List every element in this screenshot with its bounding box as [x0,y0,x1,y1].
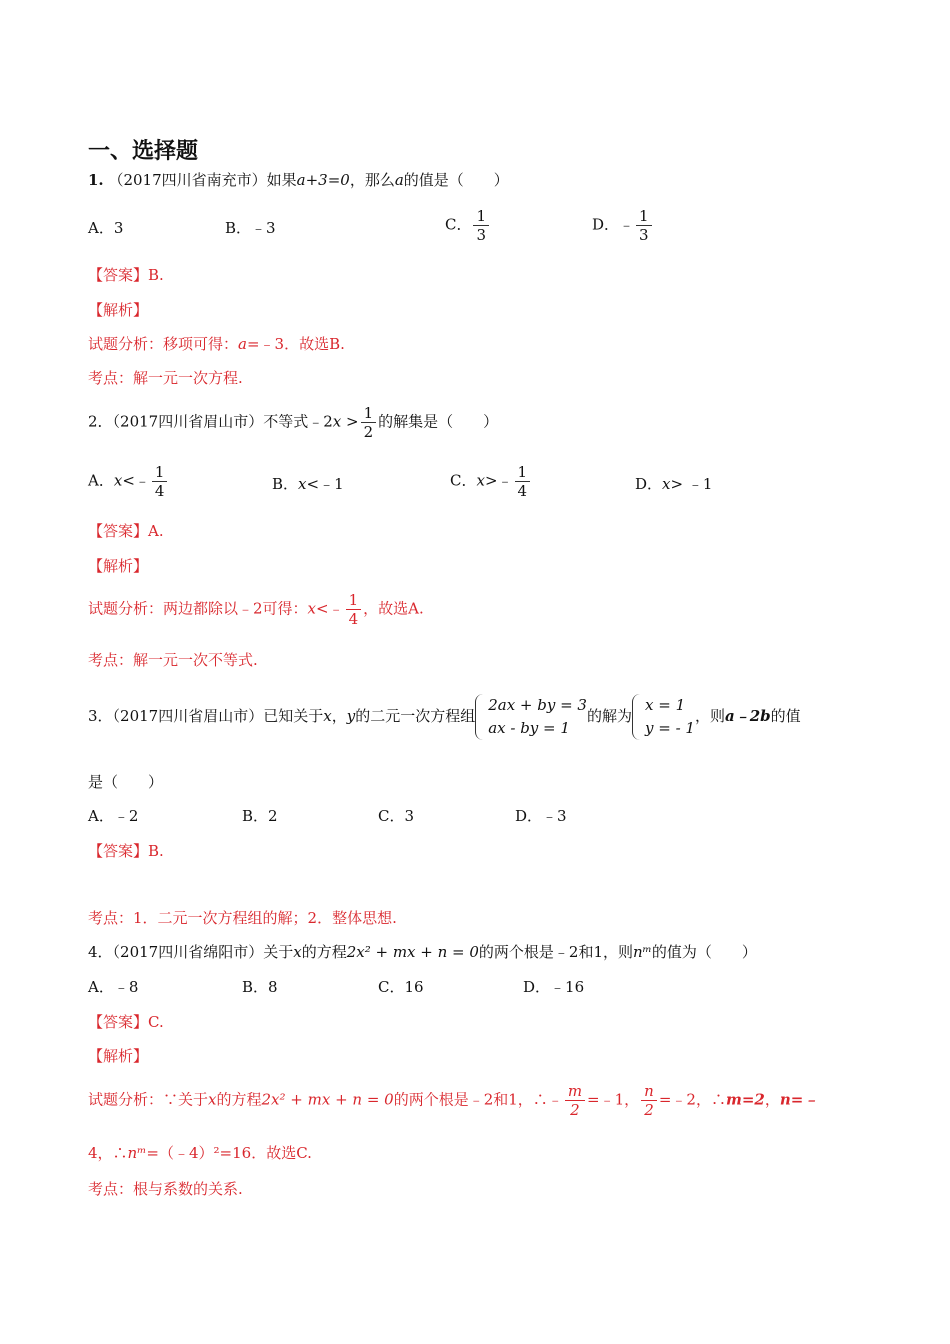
q2-d-var: x [662,475,671,493]
q2-d-rel: > ﹣1 [670,475,713,493]
q1-analysis-label: 【解析】 [88,301,149,319]
q2-analysis-label: 【解析】 [88,557,149,575]
q1-point: 考点：解一元一次方程. [88,369,243,387]
q4-analysis-b: 的方程 [216,1090,262,1109]
q1-analysis [88,334,345,354]
q2-stem-b: 的解集是（ ） [378,412,499,431]
q1-option-d [592,207,654,244]
q1-c-label: C． [445,215,472,234]
q2-answer: 【答案】A. [88,522,164,540]
q2-a-den: 4 [154,482,165,500]
q2-a-rel: <﹣ [122,471,150,490]
q2-analysis-b: ，故选A. [363,599,424,618]
q3-equation-system [475,694,587,740]
q2-a-num: 1 [152,463,168,482]
q2-stem-den: 2 [363,423,374,441]
q4-analysis-fraction-n [641,1082,657,1119]
q2-stem-gt: > [341,412,359,431]
q3-stem-x: x [323,707,332,725]
q1-analysis-a: 试题分析：移项可得： [88,335,239,353]
question-4-stem [88,942,757,962]
q3-stem-a: 3．（2017四川省眉山市）已知关于 [88,707,324,725]
q3-stem-c: 的解为 [586,707,632,725]
q2-c-label: C． [450,471,477,490]
q4-stem-var: x [293,943,302,961]
q3-option-c: C．3 [378,807,415,825]
q1-stem-c: 的值是（ ） [403,171,509,189]
q2-stem-fraction [361,404,377,441]
q2-b-label: B． [272,475,299,493]
q2-analysis-var: x [307,599,317,618]
q4-option-b: B．8 [242,978,278,996]
q2-point: 考点：解一元一次不等式. [88,651,258,669]
q4-analysis-m: m=2 [725,1090,765,1109]
q1-option-c [445,207,491,244]
q1-c-fraction [473,207,489,244]
q1-option-b: B．﹣3 [225,219,276,237]
q1-d-den: 3 [639,226,649,244]
q4-stem-d: 的值为（ ） [651,943,757,961]
q4-stem-pow: nᵐ [633,943,652,961]
q1-analysis-var: a [238,335,247,353]
q2-b-rel: <﹣1 [306,475,344,493]
q4-option-c: C．16 [378,978,424,996]
q4-f1-den: 2 [570,1101,580,1119]
q4-analysis-line-1 [88,1082,818,1119]
q2-d-label: D． [635,475,663,493]
q1-answer: 【答案】B. [88,266,164,284]
question-3-stem [88,694,801,740]
q4-stem-c: 的两个根是﹣2和1，则 [478,943,634,961]
q2-analysis-a: 试题分析：两边都除以﹣2可得： [88,599,308,618]
q4-analysis-label: 【解析】 [88,1047,149,1065]
q3-system-row-2: ax - by = 1 [488,719,570,737]
q3-system-row-1: 2ax + by = 3 [488,696,587,714]
q1-c-num: 1 [473,207,489,226]
q4-stem-b: 的方程 [301,943,347,961]
q3-stem-y: y [346,707,356,725]
q4-analysis-a: 试题分析：∵关于 [88,1090,209,1109]
q2-a-fraction [152,463,168,500]
q2-c-num: 1 [515,463,531,482]
q4-stem-a: 4．（2017四川省绵阳市）关于 [88,943,294,961]
q3-answer: 【答案】B. [88,842,164,860]
q1-option-a: A．3 [88,219,124,237]
q2-analysis-den: 4 [348,610,359,628]
q4-analysis-d: =﹣1， [587,1090,640,1109]
q4-option-a: A．﹣8 [88,978,139,996]
q2-analysis-num: 1 [346,591,362,610]
q3-system-brace [475,694,484,740]
q4-f1-num: m [565,1082,585,1101]
q1-d-num: 1 [636,207,652,226]
q4-analysis-var: x [208,1090,217,1109]
q2-analysis [88,591,424,628]
q4-analysis-eq: 2x² + mx + n = 0 [261,1090,394,1109]
q4-analysis-n: n=﹣ [779,1090,819,1109]
q2-c-fraction [515,463,531,500]
q2-analysis-rel: <﹣ [316,599,344,618]
q3-stem-b: 的二元一次方程组 [355,707,476,725]
q2-stem-var: x [332,412,342,431]
q4-answer: 【答案】C. [88,1013,164,1031]
q2-analysis-fraction [346,591,362,628]
q2-stem-a: 2．（2017四川省眉山市）不等式﹣2 [88,412,333,431]
q1-d-label: D．﹣ [592,215,635,234]
q2-b-var: x [298,475,307,493]
q3-stem-expr: a﹣2b [724,707,771,725]
q1-stem-b: ，那么 [349,171,395,189]
q2-c-rel: >﹣ [484,471,513,490]
q4-analysis-e: =﹣2，∴ [658,1090,726,1109]
q2-a-label: A． [88,471,114,490]
q4-analysis-line2-b: =（﹣4）²=16．故选C. [146,1144,312,1162]
q1-var: a [394,171,404,189]
q4-analysis-line2-a: 4，∴ [88,1144,128,1162]
q2-c-var: x [476,471,485,490]
q1-eq: a+3=0 [296,171,350,189]
q4-point: 考点：根与系数的关系. [88,1180,243,1198]
q1-number: 1. [88,171,104,189]
q4-analysis-fraction-m [565,1082,585,1119]
q2-option-b [272,474,344,494]
question-1-stem [88,170,509,190]
q3-solution-brace [632,694,641,740]
q1-c-den: 3 [476,226,487,244]
q1-d-fraction [636,207,652,244]
q3-solution-row-1: x = 1 [645,696,686,714]
q2-option-d [635,474,712,494]
q4-stem-eq: 2x² + mx + n = 0 [346,943,479,961]
q2-c-den: 4 [517,482,528,500]
q3-option-d: D．﹣3 [515,807,567,825]
q3-stem-d: ，则 [694,707,725,725]
q4-f2-num: n [641,1082,657,1101]
q4-analysis-c: 的两个根是﹣2和1，∴﹣ [393,1090,563,1109]
q4-analysis-pow: nᵐ [127,1144,147,1162]
q3-option-b: B．2 [242,807,278,825]
q3-stem-e: 的值 [770,707,801,725]
q2-option-a [88,463,169,500]
q3-option-a: A．﹣2 [88,807,139,825]
q3-stem-continued: 是（ ） [88,773,164,791]
q3-solution-system [632,694,695,740]
q3-point: 考点：1．二元一次方程组的解；2．整体思想. [88,909,397,927]
question-2-stem [88,404,498,441]
q2-stem-num: 1 [361,404,377,423]
q3-stem-comma: ， [331,707,347,725]
q3-solution-row-2: y = - 1 [645,719,695,737]
q4-f2-den: 2 [644,1101,654,1119]
q2-a-var: x [113,471,123,490]
section-title: 一、选择题 [88,139,199,164]
q2-option-c [450,463,532,500]
q1-stem-a: （2017四川省南充市）如果 [108,171,297,189]
q1-analysis-b: =﹣3．故选B. [246,335,345,353]
q4-analysis-line-2 [88,1143,312,1163]
q4-option-d: D．﹣16 [523,978,585,996]
q4-analysis-f: ， [764,1090,780,1109]
